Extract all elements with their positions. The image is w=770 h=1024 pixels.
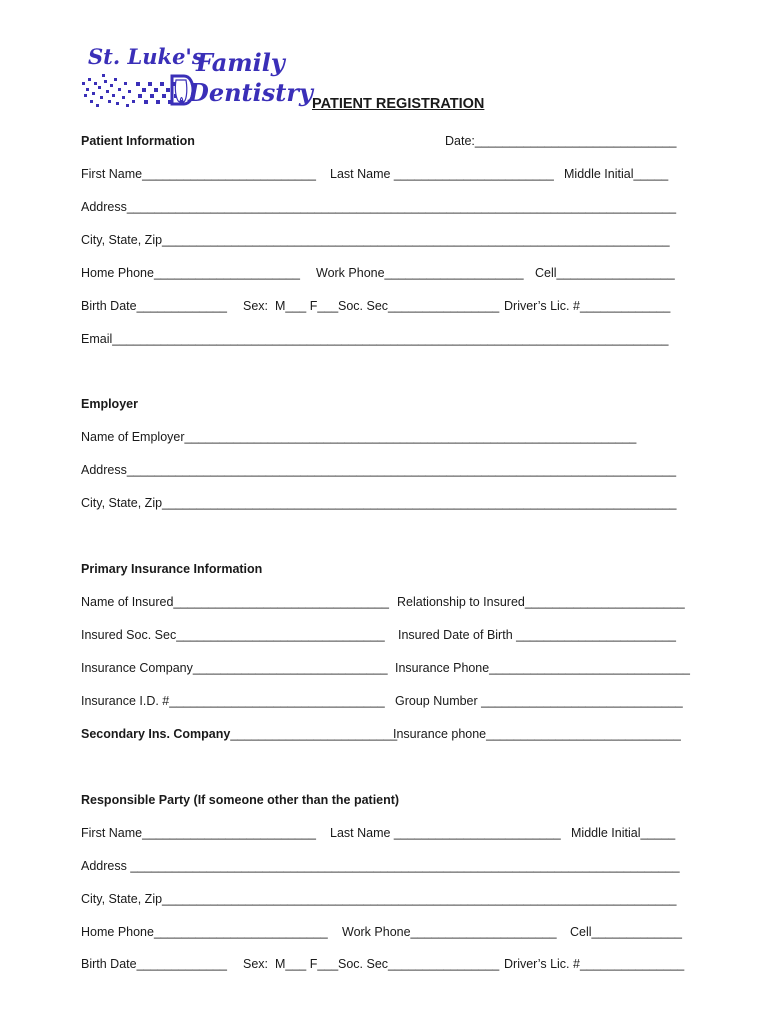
employer-name-field[interactable]: Name of Employer_________________________________________________________________ (81, 430, 637, 444)
logo-text-st-lukes: St. Luke's (88, 44, 204, 69)
insurance-company-field[interactable]: Insurance Company____________________________ (81, 661, 388, 675)
patient-home-phone-field[interactable]: Home Phone_____________________ (81, 266, 300, 280)
secondary-insurance-phone-field[interactable]: Insurance phone____________________________ (393, 727, 681, 741)
responsible-last-name-field[interactable]: Last Name ________________________ (330, 826, 561, 840)
responsible-work-phone-field[interactable]: Work Phone_____________________ (342, 925, 557, 939)
patient-address-field[interactable]: Address_______________________________________________________________________________ (81, 200, 677, 214)
section-heading-employer: Employer (81, 397, 138, 411)
secondary-insurance-company-blank: ________________________ (230, 727, 398, 741)
insurance-id-field[interactable]: Insurance I.D. #_______________________________ (81, 694, 385, 708)
responsible-address-field[interactable]: Address _______________________________________________________________________________ (81, 859, 680, 873)
patient-middle-initial-field[interactable]: Middle Initial_____ (564, 167, 669, 181)
patient-date-field[interactable]: Date:_____________________________ (445, 134, 677, 148)
section-heading-patient: Patient Information (81, 134, 195, 148)
responsible-cell-field[interactable]: Cell_____________ (570, 925, 682, 939)
employer-address-field[interactable]: Address_______________________________________________________________________________ (81, 463, 677, 477)
insurance-group-number-field[interactable]: Group Number _____________________________ (395, 694, 683, 708)
secondary-insurance-company-field[interactable] (81, 727, 397, 742)
patient-email-field[interactable]: Email________________________________________________________________________________ (81, 332, 669, 346)
responsible-soc-sec-field[interactable]: Soc. Sec________________ (338, 957, 500, 971)
responsible-birth-date-field[interactable]: Birth Date_____________ (81, 957, 227, 971)
patient-work-phone-field[interactable]: Work Phone____________________ (316, 266, 524, 280)
secondary-insurance-company-label: Secondary Ins. Company (81, 727, 231, 741)
practice-logo (80, 44, 313, 114)
patient-first-name-field[interactable]: First Name_________________________ (81, 167, 316, 181)
section-heading-insurance: Primary Insurance Information (81, 562, 263, 576)
section-heading-responsible-party: Responsible Party (If someone other than the patient) (81, 793, 400, 807)
responsible-sex-field[interactable]: Sex: M___ F___ (243, 957, 339, 971)
responsible-drivers-lic-field[interactable]: Driver’s Lic. #_______________ (504, 957, 685, 971)
insurance-name-of-insured-field[interactable]: Name of Insured_______________________________ (81, 595, 389, 609)
logo-text-family: Family (196, 48, 285, 77)
patient-drivers-lic-field[interactable]: Driver’s Lic. #_____________ (504, 299, 671, 313)
employer-city-state-zip-field[interactable]: City, State, Zip__________________________________________________________________________ (81, 496, 677, 510)
page-title: PATIENT REGISTRATION (312, 96, 485, 112)
patient-last-name-field[interactable]: Last Name _______________________ (330, 167, 554, 181)
responsible-first-name-field[interactable]: First Name_________________________ (81, 826, 316, 840)
insurance-relationship-field[interactable]: Relationship to Insured_______________________ (397, 595, 685, 609)
responsible-middle-initial-field[interactable]: Middle Initial_____ (571, 826, 676, 840)
insurance-date-of-birth-field[interactable]: Insured Date of Birth _______________________ (398, 628, 677, 642)
patient-cell-field[interactable]: Cell_________________ (535, 266, 675, 280)
patient-city-state-zip-field[interactable]: City, State, Zip_________________________________________________________________________ (81, 233, 670, 247)
responsible-home-phone-field[interactable]: Home Phone_________________________ (81, 925, 328, 939)
patient-birth-date-field[interactable]: Birth Date_____________ (81, 299, 227, 313)
insurance-phone-field[interactable]: Insurance Phone_____________________________ (395, 661, 690, 675)
patient-soc-sec-field[interactable]: Soc. Sec________________ (338, 299, 500, 313)
insurance-soc-sec-field[interactable]: Insured Soc. Sec______________________________ (81, 628, 385, 642)
patient-sex-field[interactable]: Sex: M___ F___ (243, 299, 339, 313)
logo-text-dentistry: Dentistry (188, 78, 313, 107)
responsible-city-state-zip-field[interactable]: City, State, Zip__________________________________________________________________________ (81, 892, 677, 906)
